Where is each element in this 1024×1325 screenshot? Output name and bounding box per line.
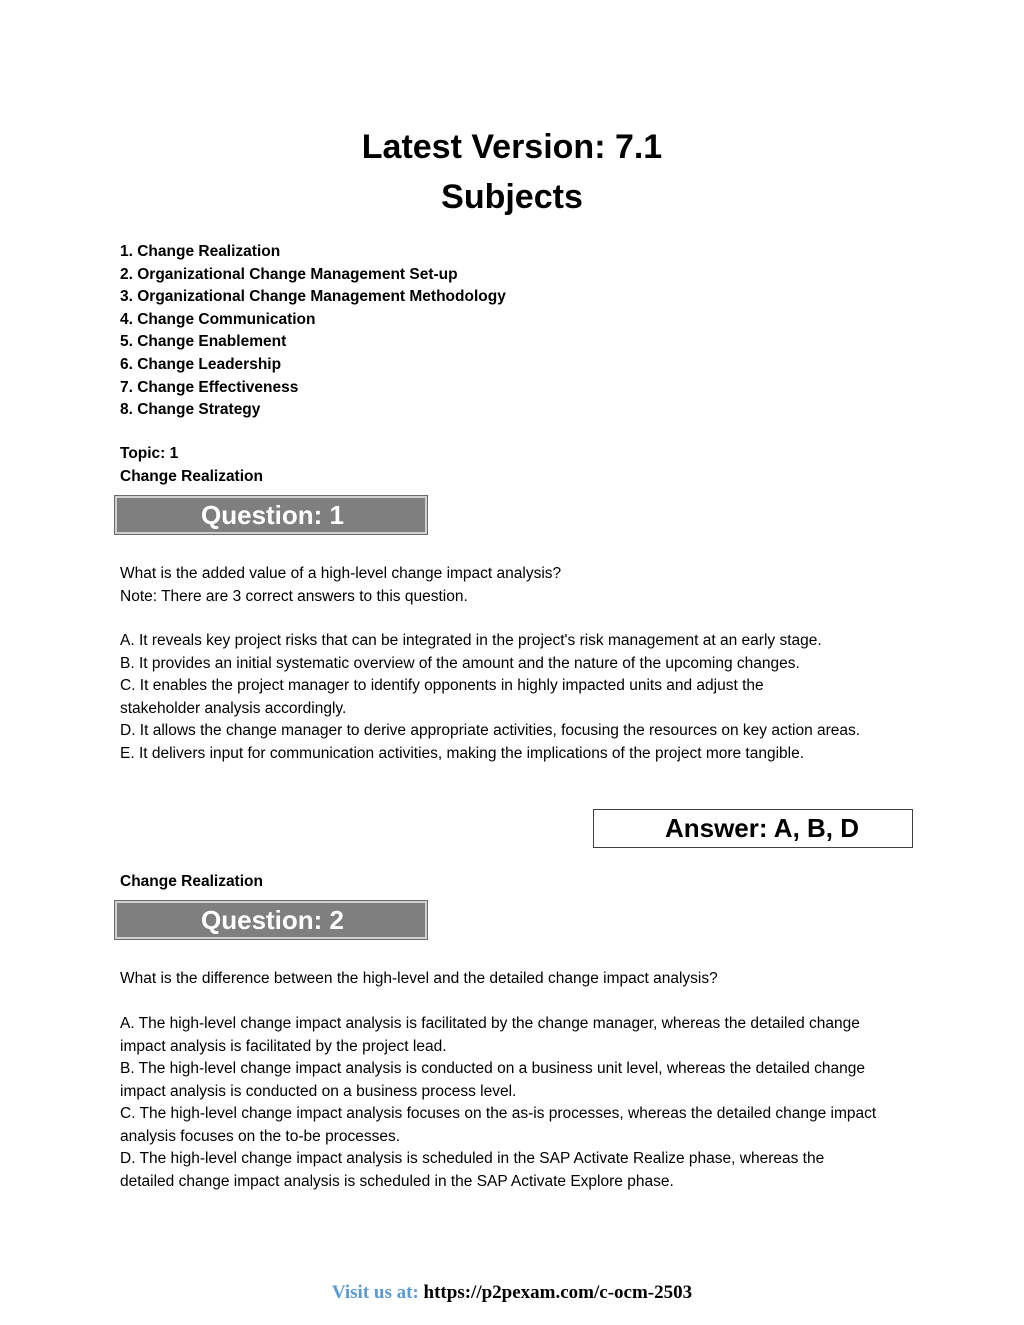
option-b: B. The high-level change impact analysis is conducted on a business unit level, whereas the detailed change impact analysis is conducted on a business process level. bbox=[120, 1060, 866, 1100]
option-c: C. It enables the project manager to identify opponents in highly impacted units and adjust the stakeholder analysis accordingly. bbox=[120, 677, 764, 717]
subject-item: 1. Change Realization bbox=[120, 243, 281, 260]
question-1-options bbox=[120, 630, 910, 765]
answer-box bbox=[593, 809, 913, 848]
question-1-banner bbox=[115, 496, 427, 534]
option-b: B. It provides an initial systematic overview of the amount and the nature of the upcoming changes. bbox=[120, 654, 800, 672]
subject-item: 8. Change Strategy bbox=[120, 401, 261, 419]
question-2-heading: Question: 2 bbox=[201, 905, 345, 935]
option-a: A. It reveals key project risks that can be integrated in the project's risk management at an early stage. bbox=[120, 632, 822, 649]
topic-name: Change Realization bbox=[120, 468, 263, 485]
footer bbox=[0, 1281, 1024, 1305]
option-e: E. It delivers input for communication activities, making the implications of the project more tangible. bbox=[120, 744, 805, 762]
footer-visit-label: Visit us at: bbox=[331, 1282, 419, 1303]
question-2-options bbox=[120, 1013, 910, 1193]
subject-item: 3. Organizational Change Management Methodology bbox=[120, 288, 506, 306]
option-d: D. The high-level change impact analysis is scheduled in the SAP Activate Realize phase, whereas the detailed change impact analysis is scheduled in the SAP Activate Explore phase. bbox=[120, 1150, 825, 1190]
question-1-note: Note: There are 3 correct answers to this question. bbox=[120, 587, 468, 605]
subject-item: 5. Change Enablement bbox=[120, 333, 287, 351]
subject-item: 6. Change Leadership bbox=[120, 355, 282, 373]
option-c: C. The high-level change impact analysis focuses on the as-is processes, whereas the detailed change impact analysis focuses on the to-be processes. bbox=[120, 1105, 877, 1145]
footer-url-link[interactable]: https://p2pexam.com/c-ocm-2503 bbox=[423, 1282, 693, 1303]
subject-item: 7. Change Effectiveness bbox=[120, 378, 299, 396]
subject-item: 4. Change Communication bbox=[120, 310, 316, 328]
question-1-text: What is the added value of a high-level change impact analysis? bbox=[120, 565, 562, 582]
question-1-heading: Question: 1 bbox=[201, 500, 345, 530]
subjects-title: Subjects bbox=[441, 178, 583, 216]
question-2-body bbox=[120, 968, 910, 991]
question-2-text: What is the difference between the high-level and the detailed change impact analysis? bbox=[120, 970, 718, 987]
version-title: Latest Version: 7.1 bbox=[361, 128, 663, 166]
answer-text: Answer: A, B, D bbox=[664, 813, 860, 843]
subject-item: 2. Organizational Change Management Set-up bbox=[120, 265, 458, 283]
question-2-section: Change Realization bbox=[120, 873, 263, 890]
question-1-body bbox=[120, 563, 910, 608]
option-d: D. It allows the change manager to derive appropriate activities, focusing the resources on key action areas. bbox=[120, 722, 861, 739]
subjects-list bbox=[120, 241, 506, 422]
topic-label: Topic: 1 bbox=[120, 445, 179, 462]
option-a: A. The high-level change impact analysis is facilitated by the change manager, whereas the detailed change impact analysis is facilitated by the project lead. bbox=[120, 1015, 860, 1055]
question-2-banner bbox=[115, 901, 427, 939]
